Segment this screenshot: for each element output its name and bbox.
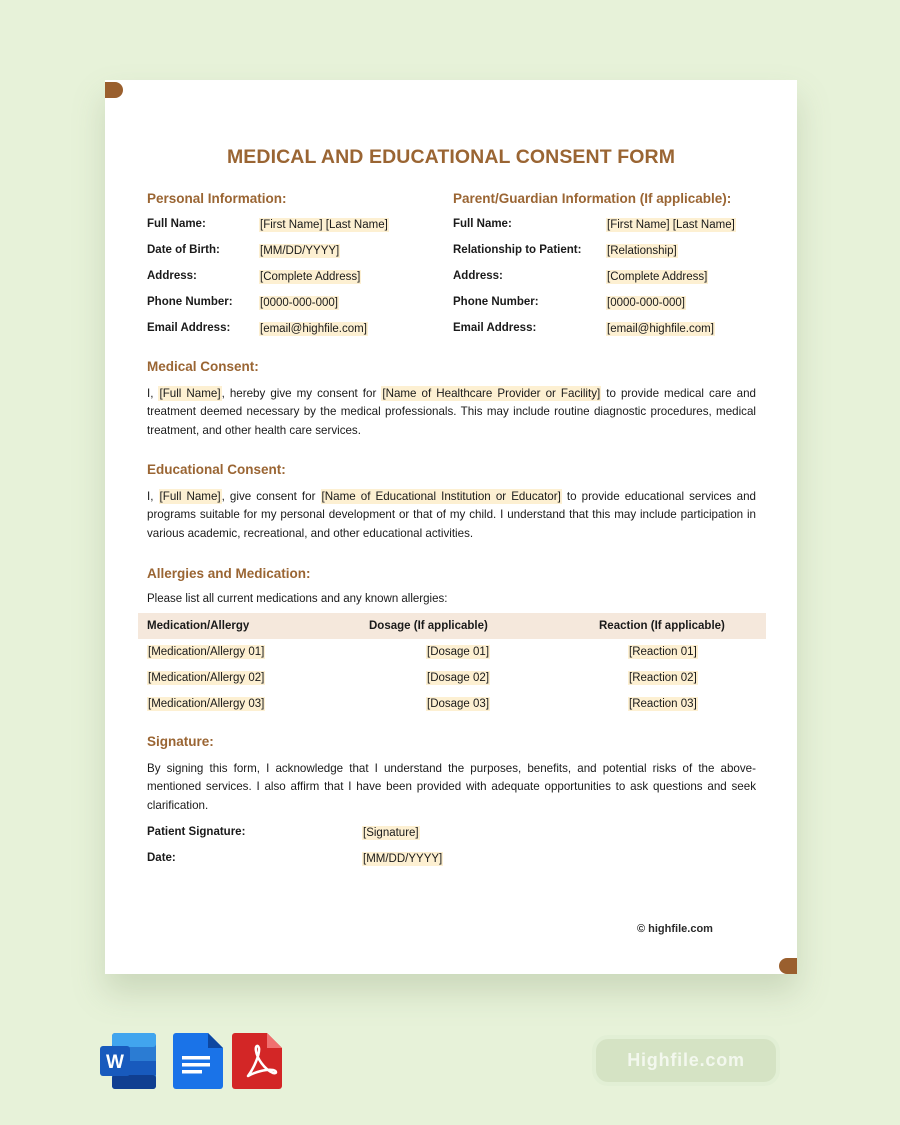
word-icon[interactable]	[100, 1033, 156, 1089]
copyright: © highfile.com	[637, 923, 713, 935]
google-docs-icon[interactable]	[173, 1033, 223, 1089]
field-value[interactable]: [0000-000-000]	[607, 297, 686, 309]
table-cell[interactable]: [Medication/Allergy 02]	[148, 672, 265, 684]
field-value[interactable]: [MM/DD/YYYY]	[260, 245, 340, 257]
guardian-info-heading: Parent/Guardian Information (If applicable):	[453, 191, 732, 206]
field-label: Full Name:	[453, 218, 512, 230]
field-label: Date:	[147, 852, 176, 864]
intro-text: Please list all current medications and any known allergies:	[147, 593, 448, 605]
educational-consent-text	[147, 488, 756, 543]
table-cell[interactable]: [Dosage 03]	[427, 698, 490, 710]
field-value[interactable]: [email@highfile.com]	[607, 323, 714, 335]
table-cell[interactable]: [Reaction 02]	[629, 672, 697, 684]
allergies-heading: Allergies and Medication:	[147, 566, 311, 581]
svg-text:W: W	[106, 1052, 124, 1073]
text: , hereby give my consent for	[221, 387, 382, 400]
format-icons	[100, 1030, 290, 1099]
medical-consent-heading: Medical Consent:	[147, 359, 259, 374]
signature-text: By signing this form, I acknowledge that I understand the purposes, benefits, and potential risks of the above-mentioned services. I also affirm that I have been provided with adequate opportunities to ask questions and seek clarification.	[147, 762, 756, 812]
table-row	[138, 669, 766, 689]
brand-badge[interactable]: Highfile.com	[596, 1039, 776, 1082]
table-cell[interactable]: [Reaction 03]	[629, 698, 697, 710]
full-name-placeholder[interactable]: [Full Name]	[159, 490, 221, 503]
institution-placeholder[interactable]: [Name of Educational Institution or Educator]	[321, 490, 561, 503]
corner-decoration	[105, 82, 123, 98]
field-value[interactable]: [Relationship]	[607, 245, 677, 257]
table-cell[interactable]: [Reaction 01]	[629, 646, 697, 658]
signature-field[interactable]: [Signature]	[363, 827, 419, 839]
field-value[interactable]: [Complete Address]	[607, 271, 708, 283]
signature-heading: Signature:	[147, 734, 214, 749]
text: I,	[147, 387, 159, 400]
table-cell[interactable]: [Medication/Allergy 01]	[148, 646, 265, 658]
column-header: Reaction (If applicable)	[599, 620, 725, 632]
table-cell[interactable]: [Dosage 01]	[427, 646, 490, 658]
field-value[interactable]: [0000-000-000]	[260, 297, 339, 309]
date-field[interactable]: [MM/DD/YYYY]	[363, 853, 443, 865]
column-header: Medication/Allergy	[147, 620, 250, 632]
table-cell[interactable]: [Medication/Allergy 03]	[148, 698, 265, 710]
table-cell[interactable]: [Dosage 02]	[427, 672, 490, 684]
field-label: Email Address:	[453, 322, 537, 334]
table-row	[138, 695, 766, 715]
text: , give consent for	[221, 490, 321, 503]
field-label: Date of Birth:	[147, 244, 220, 256]
field-label: Address:	[453, 270, 503, 282]
field-label: Full Name:	[147, 218, 206, 230]
educational-consent-heading: Educational Consent:	[147, 462, 286, 477]
field-label: Relationship to Patient:	[453, 244, 582, 256]
field-label: Address:	[147, 270, 197, 282]
field-label: Phone Number:	[147, 296, 233, 308]
corner-decoration	[779, 958, 797, 974]
personal-info-heading: Personal Information:	[147, 191, 287, 206]
field-value[interactable]: [Complete Address]	[260, 271, 361, 283]
medical-consent-text	[147, 385, 756, 440]
field-label: Email Address:	[147, 322, 231, 334]
provider-placeholder[interactable]: [Name of Healthcare Provider or Facility]	[382, 387, 601, 400]
field-label: Phone Number:	[453, 296, 539, 308]
table-row	[138, 643, 766, 663]
field-value[interactable]: [First Name] [Last Name]	[607, 219, 735, 231]
table-header	[138, 613, 766, 639]
field-value[interactable]: [First Name] [Last Name]	[260, 219, 388, 231]
document-page	[105, 80, 797, 974]
document-title: MEDICAL AND EDUCATIONAL CONSENT FORM	[226, 146, 676, 168]
pdf-icon[interactable]	[232, 1033, 282, 1089]
field-value[interactable]: [email@highfile.com]	[260, 323, 367, 335]
text: to provide medical care and treatment deemed necessary by the medical professionals. This may include routine diagnostic procedures, medical treatment, and other health care services.	[147, 387, 756, 437]
text: to provide educational services and programs suitable for my personal development or that of my child. I understand that this may include participation in various academic, recreational, and other educational activities.	[147, 490, 757, 540]
field-label: Patient Signature:	[147, 826, 246, 838]
column-header: Dosage (If applicable)	[369, 620, 488, 632]
text: I,	[147, 490, 159, 503]
full-name-placeholder[interactable]: [Full Name]	[159, 387, 221, 400]
